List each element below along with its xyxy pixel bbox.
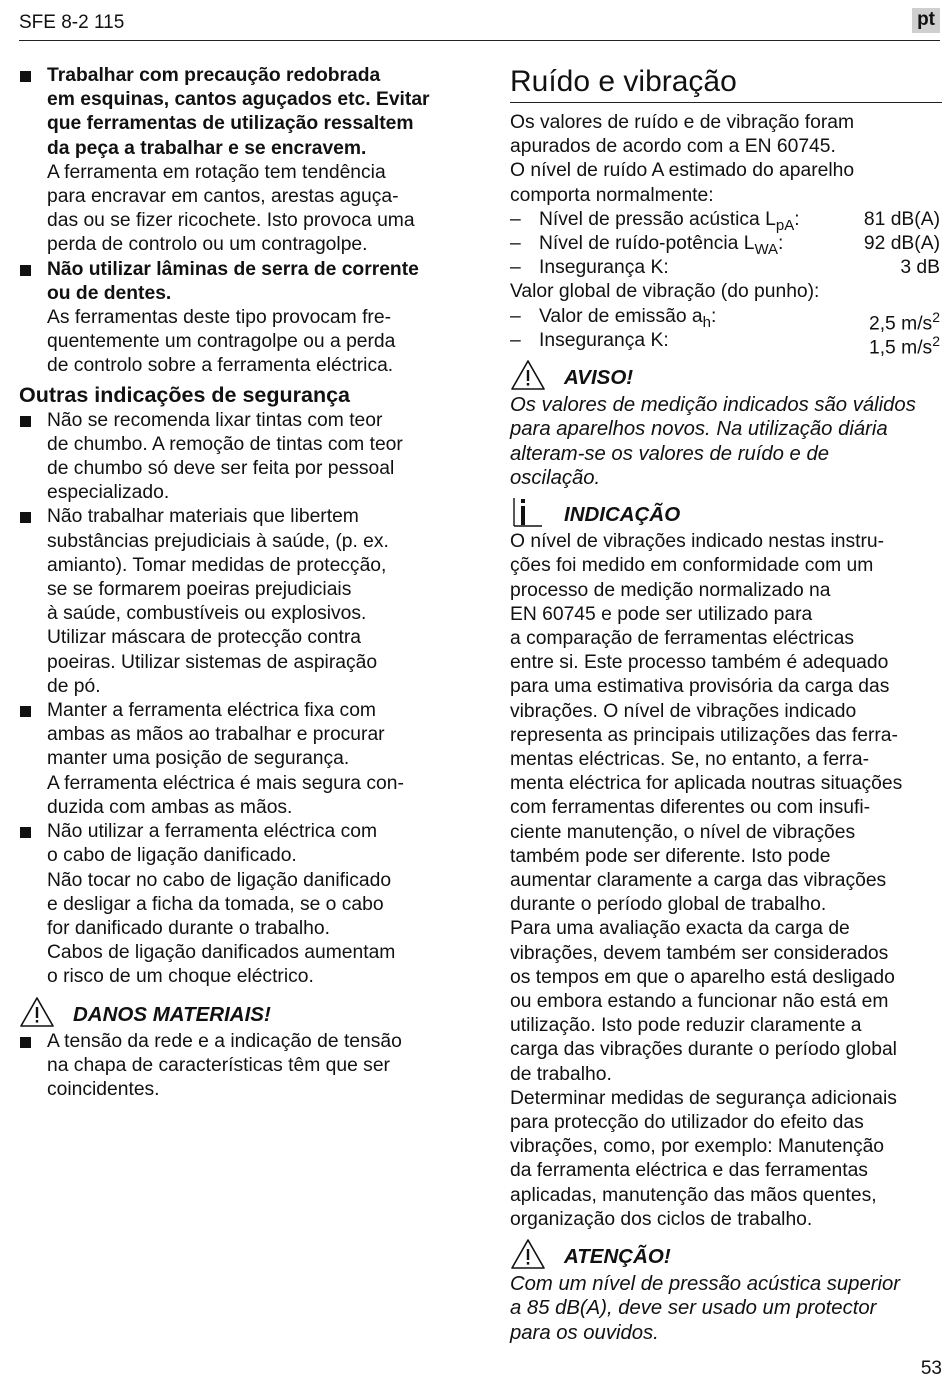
text-line: ciente manutenção, o nível de vibrações xyxy=(510,821,856,843)
spec-dash: – xyxy=(510,208,521,230)
spec-label: Insegurança K: xyxy=(539,329,669,351)
text-line: para encravar em cantos, arestas aguça- xyxy=(47,186,399,208)
text-line: vibrações. O nível de vibrações indicado xyxy=(510,700,857,722)
atencao-title: ATENÇÃO! xyxy=(564,1245,671,1269)
indicacao-title: INDICAÇÃO xyxy=(564,503,681,527)
bullet-text xyxy=(47,161,459,258)
text-line: a 85 dB(A), deve ser usado um protector xyxy=(510,1297,877,1320)
warning-triangle-icon xyxy=(510,1238,546,1270)
text-line: e desligar a ficha da tomada, se o cabo xyxy=(47,893,384,915)
text-line: ou embora estando a funcionar não está em xyxy=(510,991,889,1012)
text-line: menta eléctrica for aplicada noutras situações xyxy=(510,773,903,795)
warning-triangle-icon xyxy=(510,359,546,391)
text-line: O nível de vibrações indicado nestas instru- xyxy=(510,531,885,553)
spec-label: Insegurança K: xyxy=(539,257,669,279)
text-line: representa as principais utilizações das ferra- xyxy=(510,724,898,746)
text-line: manter uma posição de segurança. xyxy=(47,748,350,770)
warning-heading xyxy=(19,996,459,1030)
text-line: quentemente um contragolpe ou a perda xyxy=(47,331,396,353)
bullet-square-icon xyxy=(20,71,31,82)
text-line: Trabalhar com precaução redobrada xyxy=(47,65,381,86)
text-line: EN 60745 e pode ser utilizado para xyxy=(510,603,813,625)
bullet-item xyxy=(19,64,459,258)
text-line: vibrações, devem também ser considerados xyxy=(510,942,889,964)
text-line: utilização. Isto pode reduzir claramente a xyxy=(510,1015,862,1037)
text-line: se se formarem poeiras prejudiciais xyxy=(47,579,352,601)
spec-row xyxy=(510,305,942,334)
text-line: Não tocar no cabo de ligação danificado xyxy=(47,869,392,891)
text-line: de controlo sobre a ferramenta eléctrica. xyxy=(47,355,394,377)
aviso-text xyxy=(510,393,942,490)
text-line: Não trabalhar materiais que libertem xyxy=(47,506,359,528)
text-line: vibrações, como, por exemplo: Manutenção xyxy=(510,1136,885,1158)
spec-value: 81 dB(A) xyxy=(863,208,940,230)
text-line: A tensão da rede e a indicação de tensão xyxy=(47,1030,402,1052)
bullet-item xyxy=(19,1030,459,1103)
text-line: Não utilizar lâminas de serra de corrente xyxy=(47,258,419,280)
text-line: organização dos ciclos de trabalho. xyxy=(510,1208,813,1230)
text-line: também pode ser diferente. Isto pode xyxy=(510,845,831,867)
text-line: de trabalho. xyxy=(510,1063,612,1085)
text-line: ambas as mãos ao trabalhar e procurar xyxy=(47,724,385,746)
bullet-bold-text xyxy=(47,64,459,161)
text-line: Para uma avaliação exacta da carga de xyxy=(510,918,850,940)
spec-dash: – xyxy=(510,329,521,351)
text-line: Manter a ferramenta eléctrica fixa com xyxy=(47,700,376,722)
text-line: ou de dentes. xyxy=(47,282,172,304)
text-line: Não utilizar a ferramenta eléctrica com xyxy=(47,821,378,843)
text-line: de pó. xyxy=(47,675,101,697)
text-line: para uma estimativa provisória da carga das xyxy=(510,676,890,698)
doc-id: SFE 8-2 115 xyxy=(19,12,125,33)
spec-label: Nível de pressão acústica $L_{pA}$: xyxy=(539,208,800,234)
text-line: apurados de acordo com a EN 60745. xyxy=(510,136,836,158)
bullet-bold-text xyxy=(47,258,459,306)
text-line: A ferramenta em rotação tem tendência xyxy=(47,161,386,183)
text-line: o cabo de ligação danificado. xyxy=(47,845,297,867)
aviso-heading xyxy=(510,359,942,393)
text-line: da peça a trabalhar e se encravem. xyxy=(47,137,367,159)
text-line: mentas eléctricas. Se, no entanto, a ferra- xyxy=(510,748,870,770)
text-line: durante o período global de trabalho. xyxy=(510,894,827,916)
language-badge: pt xyxy=(912,8,940,33)
text-line: de chumbo só deve ser feita por pessoal xyxy=(47,458,395,480)
text-line: ções foi medido em conformidade com um xyxy=(510,555,874,577)
text-line: aplicadas, manutenção das mãos quentes, xyxy=(510,1184,877,1206)
text-line: substâncias prejudiciais à saúde, (p. ex. xyxy=(47,530,389,552)
text-line: da ferramenta eléctrica e das ferramentas xyxy=(510,1160,868,1182)
text-line: Cabos de ligação danificados aumentam xyxy=(47,942,396,964)
bullet-square-icon xyxy=(20,1037,31,1048)
text-line: for danificado durante o trabalho. xyxy=(47,917,330,939)
text-line: amianto). Tomar medidas de protecção, xyxy=(47,554,387,576)
spec-value: 1,5 $m/s^2$ xyxy=(868,332,940,359)
text-line: a comparação de ferramentas eléctricas xyxy=(510,627,855,649)
text-line: na chapa de características têm que ser xyxy=(47,1054,390,1076)
text-line: aumentar claramente a carga das vibrações xyxy=(510,869,887,891)
spec-label: Valor de emissão $a_h$: xyxy=(539,305,717,331)
spec-row xyxy=(510,208,942,232)
text-line: para os ouvidos. xyxy=(510,1321,659,1344)
page-header xyxy=(19,8,940,41)
text-line: Com um nível de pressão acústica superior xyxy=(510,1273,901,1296)
warning-title: DANOS MATERIAIS! xyxy=(73,1002,271,1026)
bullet-item xyxy=(19,505,459,699)
text-line: carga das vibrações durante o período global xyxy=(510,1039,897,1061)
atencao-text xyxy=(510,1272,942,1345)
text-line: que ferramentas de utilização ressaltem xyxy=(47,113,414,135)
text-line: Utilizar máscara de protecção contra xyxy=(47,627,361,649)
text-line: o risco de um choque eléctrico. xyxy=(47,966,314,988)
indicacao-text xyxy=(510,530,942,1232)
text-line: à saúde, combustíveis ou explosivos. xyxy=(47,603,367,625)
vibration-heading: Valor global de vibração (do punho): xyxy=(510,281,820,303)
text-line: poeiras. Utilizar sistemas de aspiração xyxy=(47,651,378,673)
text-line: coincidentes. xyxy=(47,1078,160,1100)
text-line: alteram-se os valores de ruído e de xyxy=(510,442,830,465)
info-icon xyxy=(512,496,544,528)
text-line: os tempos em que o aparelho está desligado xyxy=(510,966,895,988)
indicacao-heading xyxy=(510,496,942,530)
text-line: especializado. xyxy=(47,482,170,504)
intro-paragraph xyxy=(510,111,942,208)
bullet-text xyxy=(47,306,459,379)
text-line: comporta normalmente: xyxy=(510,184,714,206)
bullet-item xyxy=(19,258,459,379)
text-line: Os valores de medição indicados são válidos xyxy=(510,393,916,416)
warning-triangle-icon xyxy=(19,996,55,1028)
left-column xyxy=(19,64,459,1102)
section-title: Ruído e vibração xyxy=(510,64,942,103)
text-line: Determinar medidas de segurança adicionais xyxy=(510,1087,897,1109)
spec-value: 3 dB xyxy=(900,257,940,279)
bullet-item xyxy=(19,409,459,506)
text-line: com ferramentas diferentes ou com insufi- xyxy=(510,797,871,819)
text-line: O nível de ruído A estimado do aparelho xyxy=(510,160,855,182)
page-number: 53 xyxy=(920,1358,942,1379)
right-column xyxy=(510,64,942,1345)
text-line: em esquinas, cantos aguçados etc. Evitar xyxy=(47,89,430,111)
spec-value: 2,5 $m/s^2$ xyxy=(868,308,940,334)
spec-row xyxy=(510,329,942,359)
text-line: perda de controlo ou um contragolpe. xyxy=(47,234,368,256)
spec-dash: – xyxy=(510,257,521,279)
spec-label: Nível de ruído-potência $L_{WA}$: xyxy=(539,233,784,258)
bullet-item xyxy=(19,820,459,989)
bullet-square-icon xyxy=(20,416,31,427)
text-line: duzida com ambas as mãos. xyxy=(47,796,293,818)
text-line: processo de medição normalizado na xyxy=(510,579,831,601)
text-line: As ferramentas deste tipo provocam fre- xyxy=(47,307,391,329)
atencao-heading xyxy=(510,1238,942,1272)
text-line: A ferramenta eléctrica é mais segura con- xyxy=(47,772,404,794)
text-line: Não se recomenda lixar tintas com teor xyxy=(47,409,383,431)
bullet-square-icon xyxy=(20,827,31,838)
text-line: de chumbo. A remoção de tintas com teor xyxy=(47,433,403,455)
bullet-square-icon xyxy=(20,512,31,523)
bullet-item xyxy=(19,699,459,820)
text-line: para aparelhos novos. Na utilização diária xyxy=(510,418,888,441)
bullet-square-icon xyxy=(20,706,31,717)
aviso-title: AVISO! xyxy=(564,365,634,389)
text-line: para protecção do utilizador do efeito das xyxy=(510,1112,864,1134)
text-line: entre si. Este processo também é adequado xyxy=(510,652,889,674)
spec-dash: – xyxy=(510,233,521,254)
text-line: Os valores de ruído e de vibração foram xyxy=(510,112,855,133)
spec-row xyxy=(510,256,942,280)
text-line: oscilação. xyxy=(510,466,601,489)
section-heading: Outras indicações de segurança xyxy=(19,382,350,407)
bullet-square-icon xyxy=(20,265,31,276)
spec-dash: – xyxy=(510,305,521,327)
spec-value: 92 dB(A) xyxy=(863,233,940,254)
text-line: das ou se fizer ricochete. Isto provoca uma xyxy=(47,210,415,232)
spec-row xyxy=(510,232,942,256)
